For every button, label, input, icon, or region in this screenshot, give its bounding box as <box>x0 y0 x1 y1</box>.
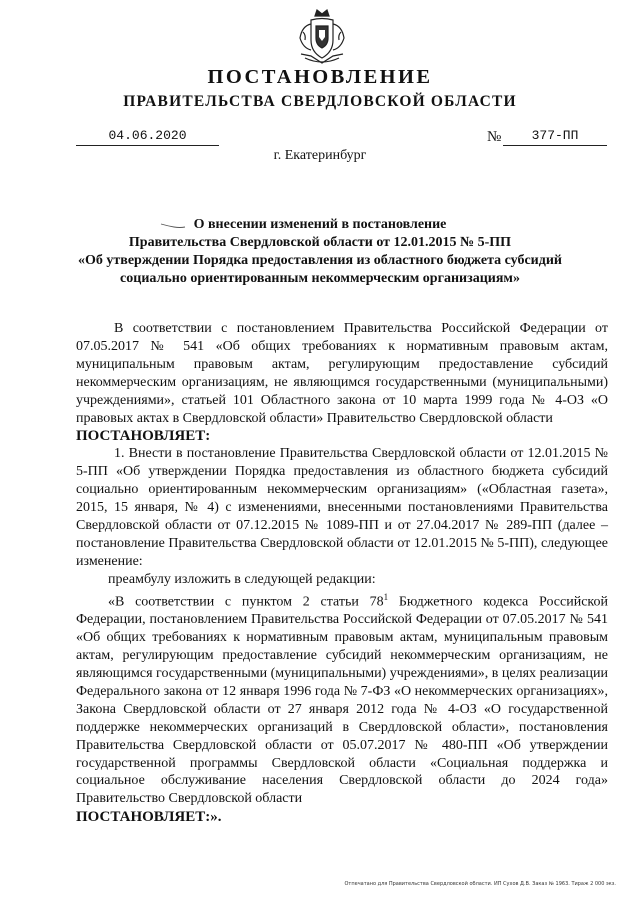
city-label: г. Екатеринбург <box>273 148 367 163</box>
document-title: ПОСТАНОВЛЕНИЕ <box>207 66 433 88</box>
quote-part-a: «В соответствии с пунктом 2 статьи 78 <box>108 594 384 610</box>
number-sign: № <box>487 129 502 145</box>
resolution-heading <box>60 216 580 288</box>
heading-line-4: социально ориентированным некоммерческим организациям» <box>120 271 520 286</box>
coat-of-arms-icon <box>297 8 347 66</box>
heading-line-2: Правительства Свердловской области от 12.01.2015 № 5-ПП <box>128 235 512 250</box>
heading-line-1: О внесении изменений в постановление <box>193 217 447 232</box>
decree-end: ПОСТАНОВЛЯЕТ:». <box>76 809 222 826</box>
number-field: 377-ПП <box>503 128 607 146</box>
print-imprint: Отпечатано для Правительства Свердловской области. ИП Сухов Д.В. Заказ № 1963. Тираж 2 000 экз. <box>344 881 616 887</box>
preamble-quote <box>76 589 608 809</box>
decree-heading: ПОСТАНОВЛЯЕТ: <box>76 428 211 445</box>
heading-line-3: «Об утверждении Порядка предоставления из областного бюджета субсидий <box>78 253 562 268</box>
document-subtitle: ПРАВИТЕЛЬСТВА СВЕРДЛОВСКОЙ ОБЛАСТИ <box>123 93 517 110</box>
item-1-paragraph: 1. Внести в постановление Правительства Свердловской области от 12.01.2015 № 5-ПП «Об утверждении Порядка предоставления из областного бюджета субсидий социально ориентированным некоммерческим организациям» («Областная газета», 2015, 15 января, № 4) с изменениями, внесенными постановлениями Правительства Свердловской области от 07.12.2015 № 1089-ПП и от 27.04.2017 № 289-ПП (далее – постановление Правительства Свердловской области от 12.01.2015 № 5-ПП), следующее изменение: <box>76 446 608 569</box>
quote-superscript: 1 <box>383 591 389 602</box>
quote-part-b: Бюджетного кодекса Российской Федерации, постановлением Правительства Российской Федерации от 07.05.2017 № 541 «Об общих требованиях к нормативным правовым актам, муниципальным правовым актам, регулирующим предоставление субсидий некоммерческим организациям, не являющимся государственными (муниципальными) учреждениями», в целях реализации Федерального закона от 12 января 1996 года № 7-ФЗ «О некоммерческих организациях», Закона Свердловской области от 27 января 2012 года № 4-ОЗ «О государственной поддержке некоммерческих организаций в Свердловской области», постановления Правительства Свердловской области от 05.07.2017 № 480-ПП «Об утверждении государственной программы Свердловской области «Социальная поддержка и социальное обслуживание населения Свердловской области до 2024 года» Правительство Свердловской области <box>76 594 609 807</box>
document-body <box>76 320 608 826</box>
date-field: 04.06.2020 <box>76 128 219 146</box>
intro-paragraph: В соответствии с постановлением Правительства Российской Федерации от 07.05.2017 № 541 «Об общих требованиях к нормативным правовым актам, муниципальным правовым актам, регулирующим предоставление субсидий некоммерческим организациям, не являющимся государственными (муниципальными) учреждениями», статьей 101 Областного закона от 10 марта 1999 года № 4-ОЗ «О правовых актах в Свердловской области» Правительство Свердловской области <box>76 321 608 426</box>
preamble-intro: преамбулу изложить в следующей редакции: <box>108 571 376 587</box>
